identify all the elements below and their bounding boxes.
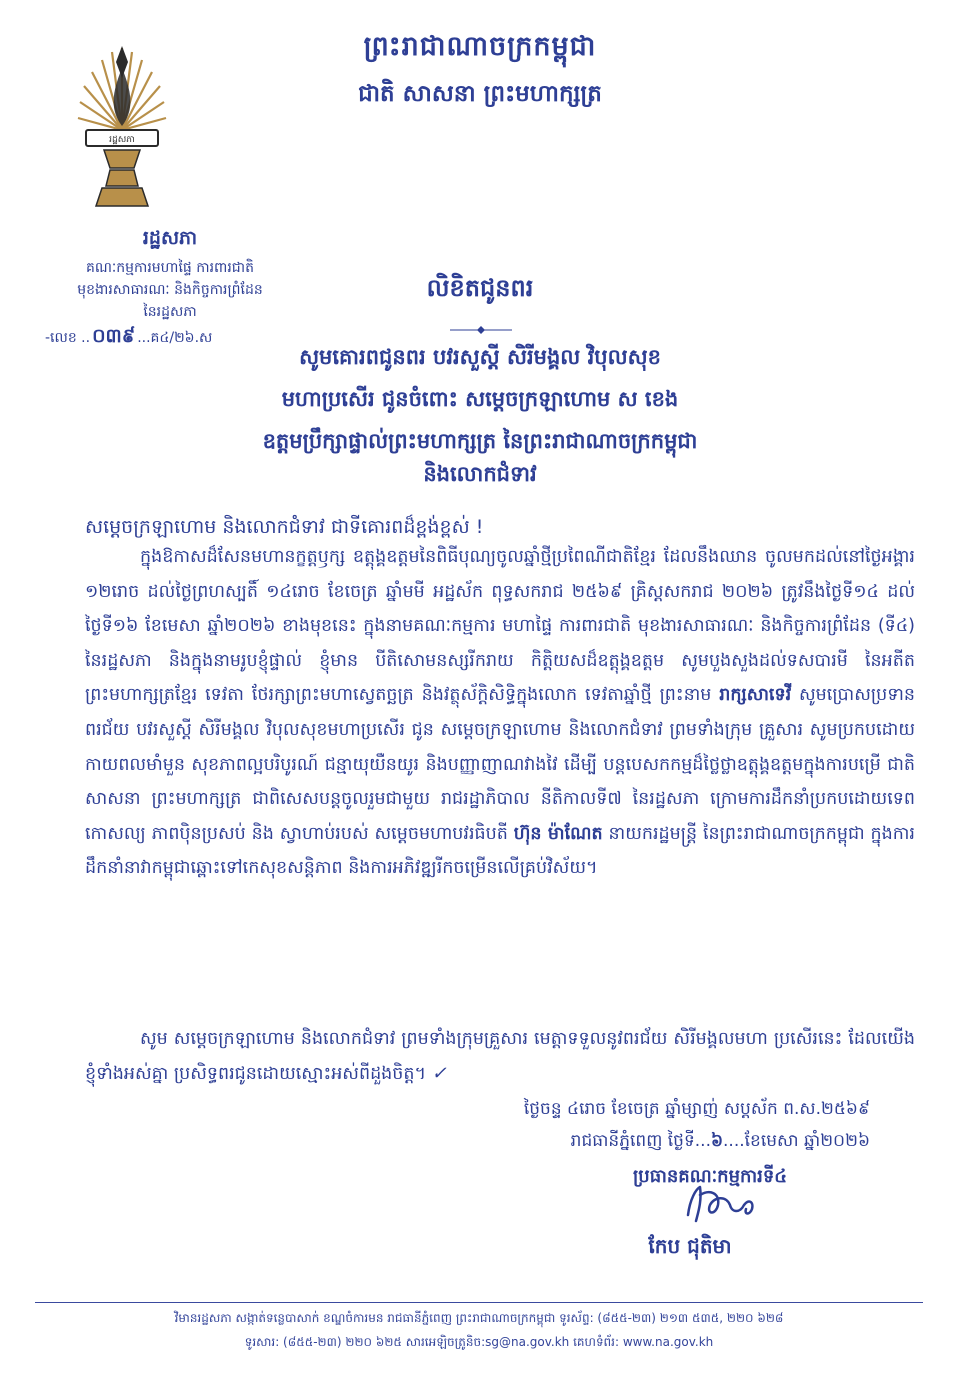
signer-name: កែប ជុតិមា xyxy=(648,1234,732,1258)
sender-committee-line-3: នៃរដ្ឋសភា xyxy=(143,304,197,320)
gregorian-date xyxy=(0,1130,870,1155)
handwritten-mark: ✓ xyxy=(431,1062,447,1084)
new-year-deity-name: រាក្សសាទេវី xyxy=(719,685,792,706)
signer-title: ប្រធានគណៈកម្មការទី៤ xyxy=(632,1166,788,1187)
sender-org-name: រដ្ឋសភា xyxy=(142,227,198,249)
body-p2-text: សូម សម្តេចក្រឡាហោម និងលោកជំទាវ ព្រមទាំងក្រុមគ្រួសារ មេត្តាទទួលនូវពរជ័យ សិរីមង្គលមហា ប្រសើរនេះ ដែលយើងខ្ញុំទាំងអស់គ្នា ប្រសិទ្ធពរជូនដោយស្មោះអស់ពីដួងចិត្ត។ xyxy=(85,1029,915,1084)
reference-prefix: -លេខ .. xyxy=(45,330,91,346)
reference-suffix: ...គ៤/២៦.ស xyxy=(137,330,213,346)
body-paragraph-2 xyxy=(85,1022,915,1091)
recipient-line-2: មហាប្រសើរ ជូនចំពោះ សម្តេចក្រឡាហោម ស ខេង xyxy=(281,387,679,411)
national-motto: ជាតិ សាសនា ព្រះមហាក្សត្រ xyxy=(358,81,602,107)
footer-divider xyxy=(35,1302,923,1303)
sender-committee-line-1: គណៈកម្មការមហាផ្ទៃ ការពារជាតិ xyxy=(86,260,254,276)
kingdom-heading: ព្រះរាជាណាចក្រកម្ពុជា xyxy=(363,31,597,62)
reference-value: ០៣៩ xyxy=(92,325,136,347)
prime-minister-name: ហ៊ុន ម៉ាណែត xyxy=(513,823,603,844)
gregorian-date-suffix: ....ខែមេសា ឆ្នាំ២០២៦ xyxy=(723,1131,870,1151)
recipient-line-1: សូមគោរពជូនពរ បវរសួស្តី សិរីមង្គល វិបុលសុខ xyxy=(299,345,661,369)
document-title: លិខិតជូនពរ xyxy=(426,274,534,302)
salutation: សម្តេចក្រឡាហោម និងលោកជំទាវ ជាទីគោរពដ៏ខ្ពង់ខ្ពស់ ! xyxy=(85,516,484,538)
body-p1-part-e: នាយករដ្ឋមន្ត្រី នៃព្រះរាជាណាចក្រកម្ពុជា ក្នុងការ ដឹកនាំនាវាកម្ពុជាឆ្ពោះទៅកេសុខសន្តិភាព និងការអភិវឌ្ឍរីកចម្រើនលើគ្រប់វិស័យ។ xyxy=(85,823,915,879)
body-p1-part-c: សូមប្រោសប្រទាន ពរជ័យ បវរសួស្តី សិរីមង្គល វិបុលសុខមហាប្រសើរ ជូន សម្តេចក្រឡាហោម និងលោកជំទាវ ព្រមទាំងក្រុម គ្រួសារ សូមប្រកបដោយកាយពលមាំមួន សុខភាពល្អបរិបូរណ៍ ជន្មាយុយឺនយូរ និងបញ្ញាញាណវាងវៃ ដើម្បី បន្តបេសកកម្មដ៏ថ្លៃថ្លាឧត្តុង្គឧត្តមក្នុងការបម្រើ ជាតិ សាសនា ព្រះមហាក្សត្រ ជាពិសេសបន្តចូលរួមជាមួយ រាជរដ្ឋាភិបាល នីតិកាលទី៧ នៃរដ្ឋសភា ក្រោមការដឹកនាំប្រកបដោយទេពកោសល្យ ភាពប៉ិនប្រសប់ និង ស្វាហាប់របស់ សម្តេចមហាបវរធិបតី xyxy=(85,685,915,844)
body-p1-part-a: ក្នុងឱកាសដ៏សែនមហានក្ខត្តឫក្ស ឧត្តុង្គឧត្តមនៃពិធីបុណ្យចូលឆ្នាំថ្មីប្រពៃណីជាតិខ្មែរ ដែលនឹងឈាន ចូលមកដល់នៅថ្ងៃអង្គារ ១២រោច ដល់ថ្ងៃព្រហស្បតិ៍ ១៤រោច ខែចេត្រ ឆ្នាំមមី អដ្ឋស័ក ពុទ្ធសករាជ ២៥៦៩ គ្រិស្តសករាជ ២០២៦ ត្រូវនឹងថ្ងៃទី១៤ ដល់ថ្ងៃទី១៦ ខែមេសា ឆ្នាំ២០២៦ ខាងមុខនេះ ក្នុងនាមគណៈកម្មការ មហាផ្ទៃ ការពារជាតិ មុខងារសាធារណៈ និងកិច្ចការព្រំដែន (ទី៤) នៃរដ្ឋសភា និងក្នុងនាមរូបខ្ញុំផ្ទាល់ ខ្ញុំមាន បីតិសោមនស្សរីករាយ កិត្តិយសដ៏ឧត្តុង្គឧត្តម សូមបួងសួងដល់ទសបារមី នៃអតីតព្រះមហាក្សត្រខ្មែរ ទេវតា ថែរក្សាព្រះមហាស្វេតច្ឆត្រ និងវត្ថុស័ក្តិសិទ្ធិក្នុងលោក ទេវតាឆ្នាំថ្មី ព្រះនាម xyxy=(85,547,915,706)
sender-committee-line-2: មុខងារសាធារណៈ និងកិច្ចការព្រំដែន xyxy=(77,282,263,298)
handwritten-signature-icon xyxy=(680,1175,770,1235)
national-assembly-emblem-icon xyxy=(72,38,172,218)
lunar-date: ថ្ងៃចន្ទ ៤រោច ខែចេត្រ ឆ្នាំម្សាញ់ សប្តស័ក ព.ស.២៥៦៩ xyxy=(523,1099,870,1119)
gregorian-date-prefix: រាជធានីភ្នំពេញ ថ្ងៃទី... xyxy=(570,1131,711,1151)
recipient-line-4: និងលោកជំទាវ xyxy=(423,462,537,486)
gregorian-date-day: ៦ xyxy=(710,1131,724,1151)
emblem-banner-text: រដ្ឋសភា xyxy=(109,135,135,145)
title-divider-ornament xyxy=(450,320,512,330)
footer-address: វិមានរដ្ឋសភា សង្កាត់ទន្លេបាសាក់ ខណ្ឌចំការមន រាជធានីភ្នំពេញ ព្រះរាជាណាចក្រកម្ពុជា ទូរស័ព្ទ: (៨៥៥-២៣) ២១៣ ៥៣៥, ២២០ ៦២៨ xyxy=(174,1311,784,1325)
body-paragraph-1 xyxy=(85,540,915,886)
footer-contacts: ទូរសារ: (៨៥៥-២៣) ២២០ ៦២៥ សារអេឡិចត្រូនិច:sg@na.gov.kh គេហទំព័រ: www.na.gov.kh xyxy=(244,1335,714,1349)
recipient-line-3: ឧត្តមប្រឹក្សាផ្ទាល់ព្រះមហាក្សត្រ នៃព្រះរាជាណាចក្រកម្ពុជា xyxy=(262,429,698,453)
